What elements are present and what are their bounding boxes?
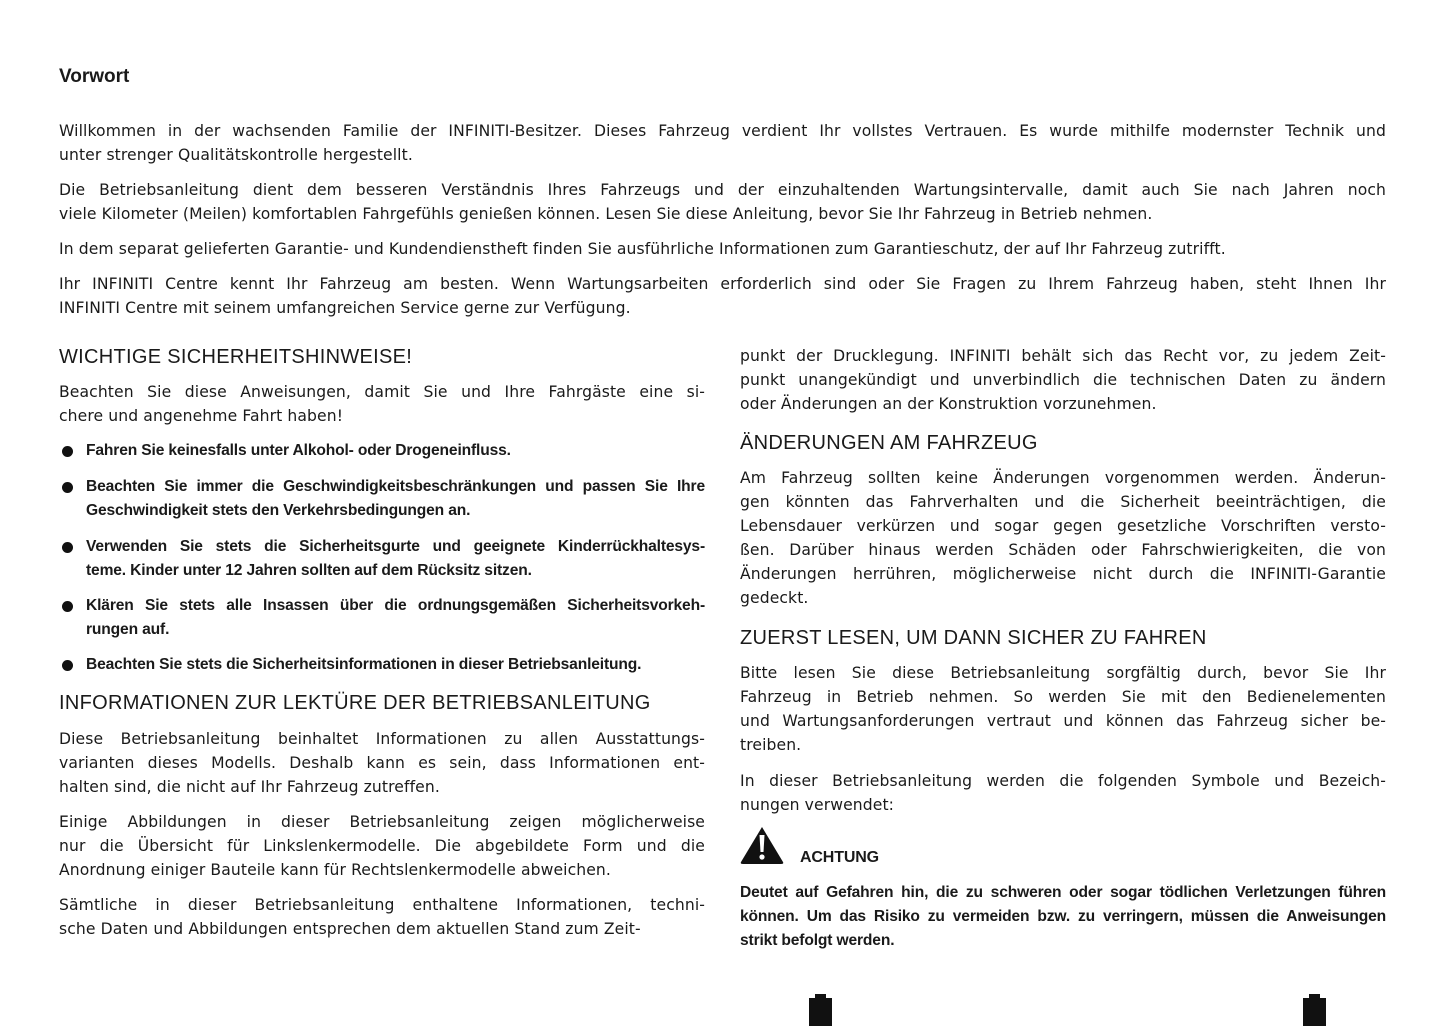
text-line: Verwenden Sie stets die Sicherheitsgurte und geeignete Kinderrückhaltesys- xyxy=(86,538,705,555)
text-line: In dieser Betriebsanleitung werden die folgenden Symbole und Bezeich- xyxy=(740,772,1386,790)
text-line: chere und angenehme Fahrt haben! xyxy=(59,407,344,425)
info-continued-paragraph xyxy=(740,344,1386,416)
text-line: halten sind, die nicht auf Ihr Fahrzeug zutreffen. xyxy=(59,778,440,796)
warning-triangle-icon xyxy=(739,825,785,865)
page-title: Vorwort xyxy=(59,66,130,87)
safety-bullet xyxy=(59,475,705,523)
page-tab-marker-left-cap xyxy=(815,994,826,999)
text-line: Lebensdauer verkürzen und sogar gegen gesetzliche Vorschriften versto- xyxy=(740,517,1386,535)
page-tab-marker-right-cap xyxy=(1309,994,1320,999)
text-line: nungen verwendet: xyxy=(740,796,895,814)
text-line: INFINITI Centre mit seinem umfangreichen Service gerne zur Verfügung. xyxy=(59,299,631,317)
text-line: Am Fahrzeug sollten keine Änderungen vorgenommen werden. Änderun- xyxy=(740,469,1386,487)
text-line: Sämtliche in dieser Betriebsanleitung enthaltene Informationen, techni- xyxy=(59,896,705,914)
text-line: Diese Betriebsanleitung beinhaltet Informationen zu allen Ausstattungs- xyxy=(59,730,705,748)
text-line: Deutet auf Gefahren hin, die zu schweren oder sogar tödlichen Verletzungen führen xyxy=(740,884,1386,901)
text-line: Beachten Sie stets die Sicherheitsinformationen in dieser Betriebsanleitung. xyxy=(86,656,642,673)
text-line: Ihr INFINITI Centre kennt Ihr Fahrzeug am besten. Wenn Wartungsarbeiten erforderlich sind oder Sie Fragen zu Ihrem Fahrzeug haben, steht Ihnen Ihr xyxy=(59,275,1386,293)
bullet-text xyxy=(86,594,705,642)
paragraph xyxy=(59,893,705,941)
paragraph xyxy=(740,769,1386,817)
bullet-icon xyxy=(62,482,73,493)
warning-text xyxy=(740,881,1386,953)
changes-paragraph xyxy=(740,466,1386,610)
page-tab-marker-right xyxy=(1303,998,1326,1026)
text-line: Geschwindigkeit stets den Verkehrsbedingungen an. xyxy=(86,502,471,519)
safety-bullet xyxy=(59,653,705,677)
text-line: punkt unangekündigt und unverbindlich die technischen Daten zu ändern xyxy=(740,371,1386,389)
safety-heading: WICHTIGE SICHERHEITSHINWEISE! xyxy=(59,346,413,368)
bullet-text xyxy=(86,439,705,463)
text-line: können. Um das Risiko zu vermeiden bzw. zu verringern, müssen die Anweisungen xyxy=(740,908,1386,925)
text-line: oder Änderungen an der Konstruktion vorzunehmen. xyxy=(740,395,1157,413)
paragraph xyxy=(59,810,705,893)
text-line: Änderungen herrühren, möglicherweise nicht durch die INFINITI-Garantie xyxy=(740,565,1386,583)
read-first-heading: ZUERST LESEN, UM DANN SICHER ZU FAHREN xyxy=(740,627,1207,649)
paragraph xyxy=(59,727,705,810)
text-line: Anordnung einiger Bauteile kann für Rechtslenkermodelle abweichen. xyxy=(59,861,611,879)
text-line: Fahrzeug in Betrieb nehmen. So werden Sie mit den Bedienelementen xyxy=(740,688,1386,706)
warning-label: ACHTUNG xyxy=(800,849,879,866)
text-line: nur die Übersicht für Linkslenkermodelle. Die abgebildete Form und die xyxy=(59,837,705,855)
bullet-icon xyxy=(62,660,73,671)
page-tab-marker-left xyxy=(809,998,832,1026)
text-line: rungen auf. xyxy=(86,621,170,638)
text-line: varianten dieses Modells. Deshalb kann es sein, dass Informationen ent- xyxy=(59,754,705,772)
paragraph xyxy=(59,119,1386,178)
text-line: Klären Sie stets alle Insassen über die ordnungsgemäßen Sicherheitsvorkeh- xyxy=(86,597,705,614)
changes-heading: ÄNDERUNGEN AM FAHRZEUG xyxy=(740,432,1038,454)
safety-bullet xyxy=(59,594,705,642)
paragraph xyxy=(59,272,1386,320)
paragraph xyxy=(59,178,1386,237)
bullet-text xyxy=(86,535,705,583)
text-line: strikt befolgt werden. xyxy=(740,932,895,949)
text-line: und Wartungsanforderungen vertraut und können das Fahrzeug sicher be- xyxy=(740,712,1386,730)
bullet-icon xyxy=(62,542,73,553)
intro-section xyxy=(59,119,1386,320)
text-line: Fahren Sie keinesfalls unter Alkohol- oder Drogeneinfluss. xyxy=(86,442,511,459)
bullet-text xyxy=(86,653,705,677)
safety-paragraph xyxy=(59,380,705,428)
read-first-paragraphs xyxy=(740,661,1386,817)
safety-bullet xyxy=(59,535,705,583)
text-line: Einige Abbildungen in dieser Betriebsanleitung zeigen möglicherweise xyxy=(59,813,705,831)
text-line: sche Daten und Abbildungen entsprechen dem aktuellen Stand zum Zeit- xyxy=(59,920,641,938)
text-line: In dem separat gelieferten Garantie- und Kundendienstheft finden Sie ausführliche Informationen zum Garantieschutz, der auf Ihr Fahrzeug zutrifft. xyxy=(59,240,1226,258)
text-line: teme. Kinder unter 12 Jahren sollten auf dem Rücksitz sitzen. xyxy=(86,562,532,579)
text-line: Beachten Sie diese Anweisungen, damit Sie und Ihre Fahrgäste eine si- xyxy=(59,383,705,401)
safety-bullet xyxy=(59,439,705,463)
text-line: ßen. Darüber hinaus werden Schäden oder Fahrschwierigkeiten, die von xyxy=(740,541,1386,559)
info-paragraphs xyxy=(59,727,705,941)
text-line: gen könnten das Fahrverhalten und die Sicherheit beeinträchtigen, die xyxy=(740,493,1386,511)
bullet-icon xyxy=(62,601,73,612)
text-line: treiben. xyxy=(740,736,802,754)
text-line: Beachten Sie immer die Geschwindigkeitsbeschränkungen und passen Sie Ihre xyxy=(86,478,705,495)
paragraph xyxy=(740,661,1386,769)
text-line: unter strenger Qualitätskontrolle hergestellt. xyxy=(59,146,413,164)
text-line: Willkommen in der wachsenden Familie der INFINITI-Besitzer. Dieses Fahrzeug verdient Ihr vollstes Vertrauen. Es wurde mithilfe modernster Technik und xyxy=(59,122,1386,140)
text-line: Die Betriebsanleitung dient dem besseren Verständnis Ihres Fahrzeugs und der einzuhaltenden Wartungsintervalle, damit auch Sie nach Jahren noch xyxy=(59,181,1386,199)
paragraph xyxy=(59,237,1386,272)
text-line: Bitte lesen Sie diese Betriebsanleitung sorgfältig durch, bevor Sie Ihr xyxy=(740,664,1386,682)
text-line: gedeckt. xyxy=(740,589,809,607)
text-line: punkt der Drucklegung. INFINITI behält sich das Recht vor, zu jedem Zeit- xyxy=(740,347,1386,365)
info-heading: INFORMATIONEN ZUR LEKTÜRE DER BETRIEBSANLEITUNG xyxy=(59,692,651,714)
bullet-icon xyxy=(62,446,73,457)
text-line: viele Kilometer (Meilen) komfortablen Fahrgefühls genießen können. Lesen Sie diese Anleitung, bevor Sie Ihr Fahrzeug in Betrieb nehmen. xyxy=(59,205,1153,223)
bullet-text xyxy=(86,475,705,523)
